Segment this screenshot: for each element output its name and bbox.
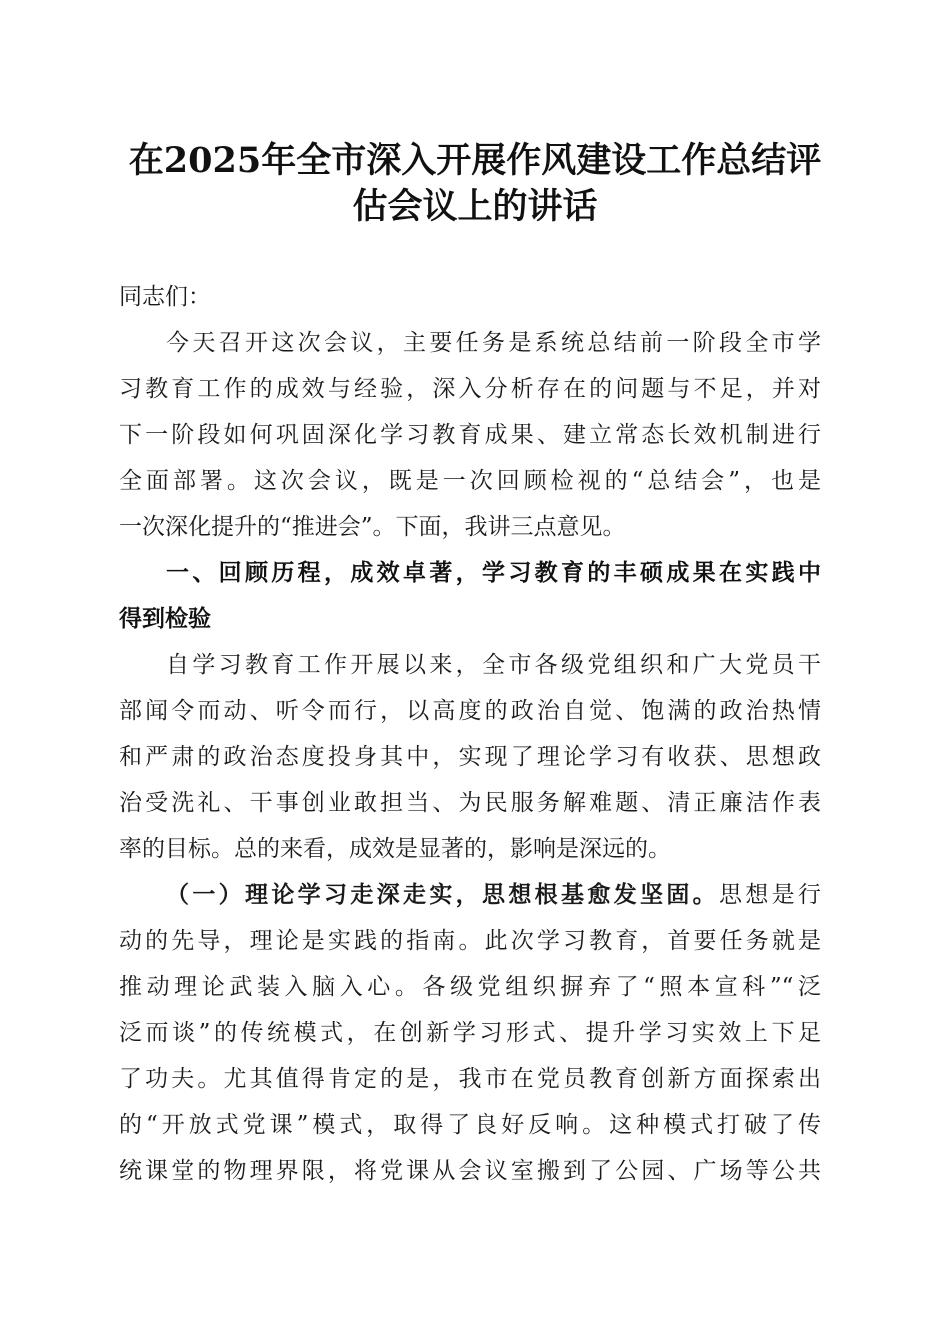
paragraph-line: 率的目标。总的来看，成效是显著的，影响是深远的。 <box>119 836 671 862</box>
paragraph-line: 今天召开这次会议，主要任务是系统总结前一阶段全市学 <box>166 330 821 356</box>
paragraph-line: 治受洗礼、干事创业敢担当、为民服务解难题、清正廉洁作表 <box>119 790 821 816</box>
paragraph-line: 部闻令而动、听令而行，以高度的政治自觉、饱满的政治热情 <box>119 698 821 724</box>
section-heading-line: 一、回顾历程，成效卓著，学习教育的丰硕成果在实践中 <box>166 560 821 586</box>
paragraph-line: 推动理论武装入脑入心。各级党组织摒弃了“照本宣科”“泛 <box>119 974 821 1000</box>
paragraph-line: 泛而谈”的传统模式，在创新学习形式、提升学习实效上下足 <box>119 1020 821 1046</box>
paragraph-line: 自学习教育工作开展以来，全市各级党组织和广大党员干 <box>166 652 821 678</box>
section-heading-line: 得到检验 <box>119 606 211 632</box>
document-title-line-2: 估会议上的讲话 <box>352 186 598 227</box>
subsection-heading: （一）理论学习走深走实，思想根基愈发坚固。 <box>166 881 719 908</box>
paragraph-line-with-subheading <box>166 872 821 918</box>
salutation: 同志们： <box>119 284 211 310</box>
document-title-line-1: 在2025年全市深入开展作风建设工作总结评 <box>128 140 822 181</box>
paragraph-line: 统课堂的物理界限，将党课从会议室搬到了公园、广场等公共 <box>119 1158 821 1184</box>
paragraph-line: 全面部署。这次会议，既是一次回顾检视的“总结会”，也是 <box>119 468 821 494</box>
paragraph-line: 和严肃的政治态度投身其中，实现了理论学习有收获、思想政 <box>119 744 821 770</box>
paragraph-line: 动的先导，理论是实践的指南。此次学习教育，首要任务就是 <box>119 928 821 954</box>
paragraph-line: 的“开放式党课”模式，取得了良好反响。这种模式打破了传 <box>119 1112 821 1138</box>
paragraph-line: 习教育工作的成效与经验，深入分析存在的问题与不足，并对 <box>119 376 821 402</box>
paragraph-line: 一次深化提升的“推进会”。下面，我讲三点意见。 <box>119 514 626 540</box>
paragraph-line: 下一阶段如何巩固深化学习教育成果、建立常态长效机制进行 <box>119 422 821 448</box>
paragraph-line: 了功夫。尤其值得肯定的是，我市在党员教育创新方面探索出 <box>119 1066 821 1092</box>
paragraph-text: 思想是行 <box>719 882 822 908</box>
